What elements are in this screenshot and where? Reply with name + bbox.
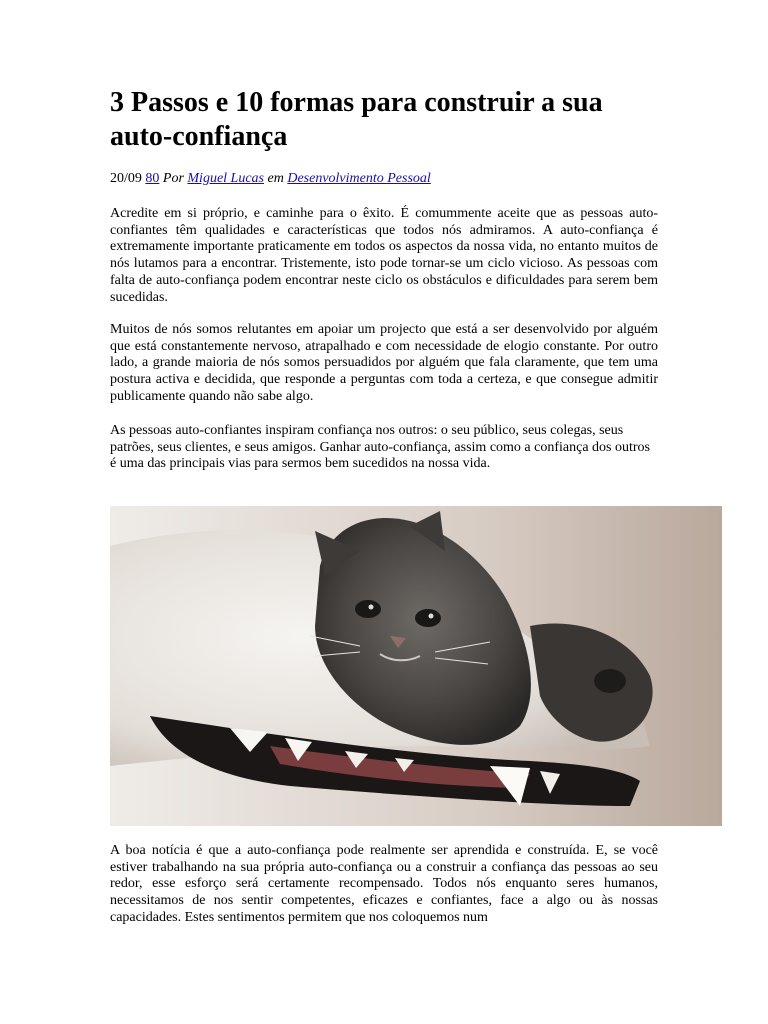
in-label: em <box>267 171 284 186</box>
post-date: 20/09 <box>110 171 142 186</box>
by-label: Por <box>162 171 184 186</box>
paragraph-2: Muitos de nós somos relutantes em apoiar um projecto que está a ser desenvolvido por alguém que está constantemente nervoso, atrapalhado e com necessidade de elogio constante. Por outro lado, a grande maioria de nós somos persuadidos por alguém que fala claramente, que tem uma postura activa e decidida, que responde a perguntas com toda a certeza, e que consegue admitir publicamente quando não sabe algo. <box>110 322 658 404</box>
kitten-and-dog-photo <box>110 506 722 826</box>
paragraph-1: Acredite em si próprio, e caminhe para o êxito. É comummente aceite que as pessoas auto-confiantes têm qualidades e características que todos nós admiramos. A auto-confiança é extremamente importante praticamente em todos os aspectos da nossa vida, no entanto muitos de nós lutamos para a encontrar. Tristemente, isto pode tornar-se um ciclo vicioso. As pessoas com falta de auto-confiança podem encontrar neste ciclo os obstáculos e dificuldades para serem bem sucedidas. <box>110 206 658 305</box>
article-meta <box>110 170 431 188</box>
comments-link[interactable]: 80 <box>145 171 160 186</box>
category-link[interactable]: Desenvolvimento Pessoal <box>287 171 431 186</box>
paragraph-4: A boa notícia é que a auto-confiança pode realmente ser aprendida e construída. E, se você estiver trabalhando na sua própria auto-confiança ou a construir a confiança das pessoas ao seu redor, esse esforço será certamente recompensado. Todos nós enquanto seres humanos, necessitamos de nos sentir competentes, eficazes e confiantes, face a algo ou às nossas capacidades. Estes sentimentos permitem que nos coloquemos num <box>110 843 658 925</box>
photo-illustration <box>110 506 722 826</box>
paragraph-3: As pessoas auto-confiantes inspiram confiança nos outros: o seu público, seus colegas, seus patrões, seus clientes, e seus amigos. Ganhar auto-confiança, assim como a confiança dos outros é uma das principais vias para sermos bem sucedidos na nossa vida. <box>110 423 650 472</box>
article-title: 3 Passos e 10 formas para construir a sua auto-confiança <box>110 87 603 152</box>
author-link[interactable]: Miguel Lucas <box>187 171 264 186</box>
